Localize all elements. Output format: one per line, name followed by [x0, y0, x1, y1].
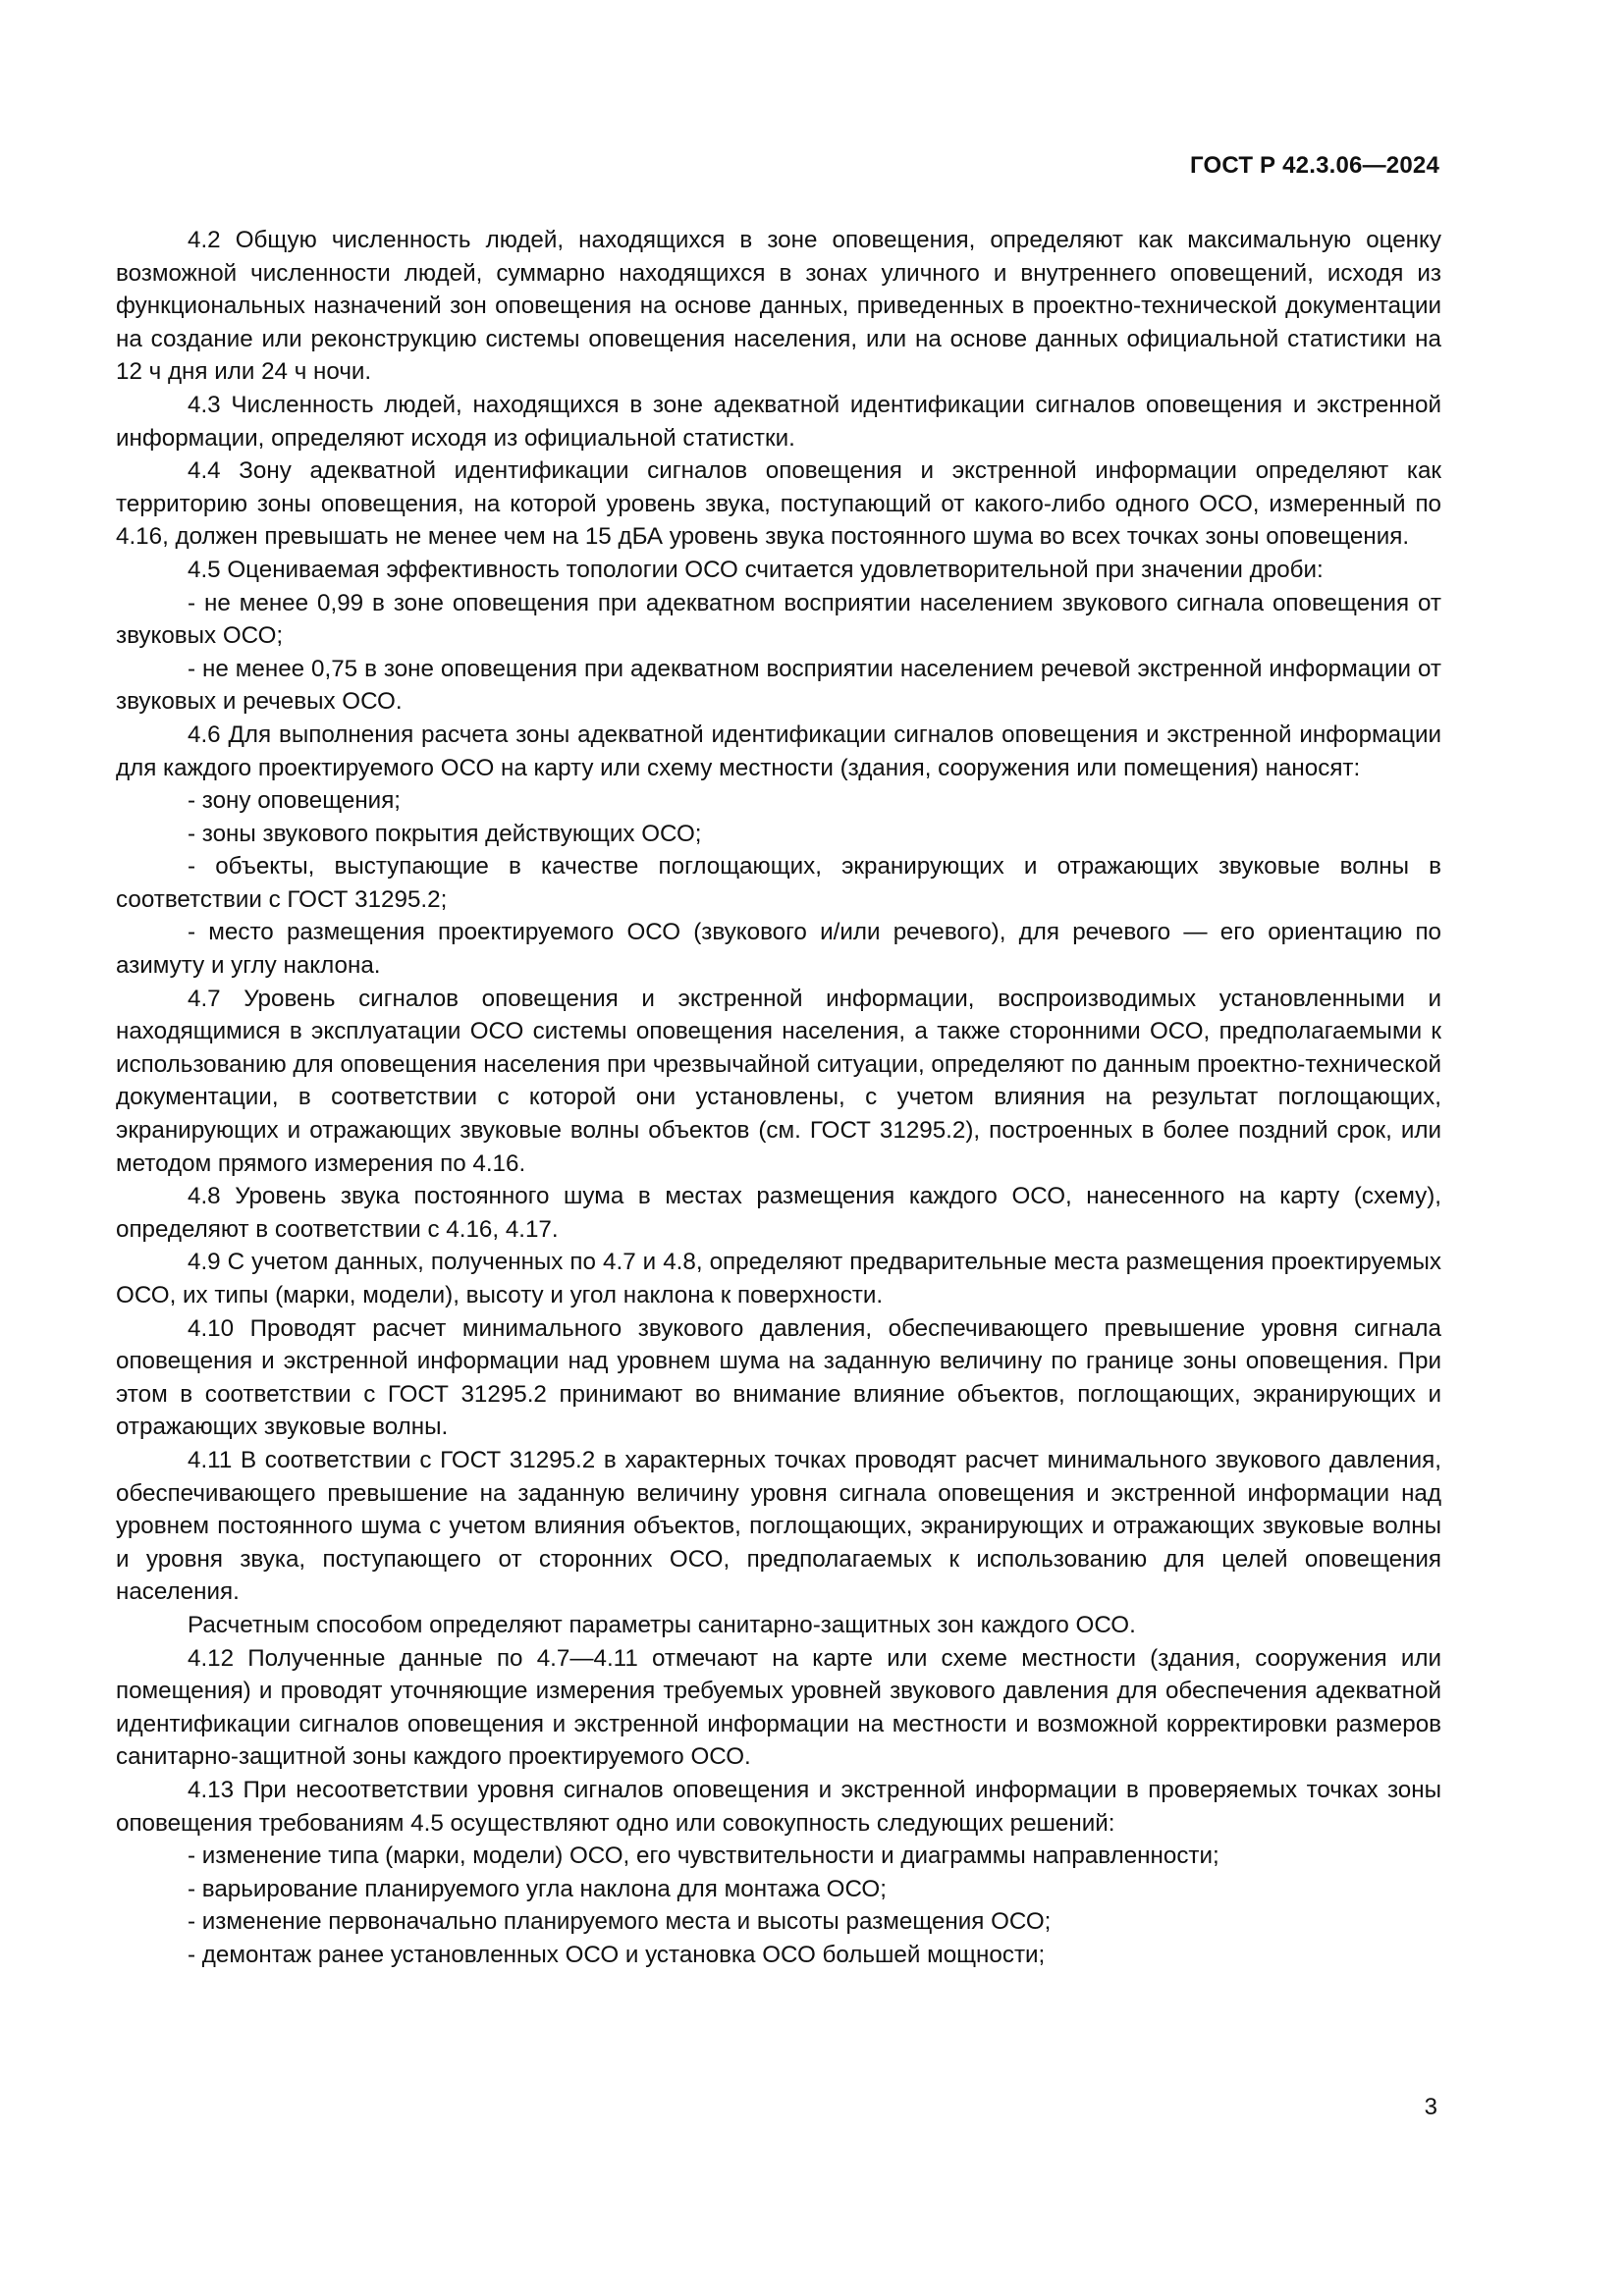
list-item: - не менее 0,99 в зоне оповещения при адекватном восприятии населением звукового сигнала оповещения от звуковых ОСО;: [116, 589, 1441, 650]
page-number: 3: [1424, 2094, 1437, 2120]
paragraph-4-12: 4.12 Полученные данные по 4.7—4.11 отмечают на карте или схеме местности (здания, сооружения или помещения) и проводят уточняющие измерения требуемых уровней звукового давления для обеспечения адекватной идентификации сигналов оповещения и экстренной информации на местности и возможной корректировки размеров санитарно-защитной зоны каждого проектируемого ОСО.: [116, 1644, 1441, 1771]
list-item: - не менее 0,75 в зоне оповещения при адекватном восприятии населением речевой экстренной информации от звуковых и речевых ОСО.: [116, 655, 1441, 716]
paragraph-4-10: 4.10 Проводят расчет минимального звукового давления, обеспечивающего превышение уровня сигнала оповещения и экстренной информации над уровнем шума на заданную величину по границе зоны оповещения. При этом в соответствии с ГОСТ 31295.2 принимают во внимание влияние объектов, поглощающих, экранирующих и отражающих звуковые волны.: [116, 1314, 1441, 1441]
paragraph-4-4: 4.4 Зону адекватной идентификации сигналов оповещения и экстренной информации определяют как территорию зоны оповещения, на которой уровень звука, поступающий от какого-либо одного ОСО, измеренный по 4.16, должен превышать не менее чем на 15 дБА уровень звука постоянного шума во всех точках зоны оповещения.: [116, 457, 1441, 551]
paragraph-sanitary-zones: Расчетным способом определяют параметры санитарно-защитных зон каждого ОСО.: [188, 1611, 1136, 1638]
paragraph-4-9: 4.9 С учетом данных, полученных по 4.7 и 4.8, определяют предварительные места размещения проектируемых ОСО, их типы (марки, модели), высоту и угол наклона к поверхности.: [116, 1249, 1441, 1308]
paragraph-4-13: 4.13 При несоответствии уровня сигналов оповещения и экстренной информации в проверяемых точках зоны оповещения требованиям 4.5 осуществляют одно или совокупность следующих решений:: [116, 1776, 1441, 1837]
paragraph-4-6: 4.6 Для выполнения расчета зоны адекватной идентификации сигналов оповещения и экстренной информации для каждого проектируемого ОСО на карту или схему местности (здания, сооружения или помещения) наносят:: [116, 721, 1441, 781]
list-item: - объекты, выступающие в качестве поглощающих, экранирующих и отражающих звуковые волны в соответствии с ГОСТ 31295.2;: [116, 853, 1441, 913]
paragraph-4-11: 4.11 В соответствии с ГОСТ 31295.2 в характерных точках проводят расчет минимального звукового давления, обеспечивающего превышение на заданную величину уровня сигнала оповещения и экстренной информации над уровнем постоянного шума с учетом влияния объектов, поглощающих, экранирующих и отражающих звуковые волны и уровня звука, поступающего от сторонних ОСО, предполагаемых к использованию для целей оповещения населения.: [116, 1446, 1441, 1606]
list-item: - зоны звукового покрытия действующих ОСО;: [188, 820, 702, 847]
paragraph-4-2: 4.2 Общую численность людей, находящихся в зоне оповещения, определяют как максимальную оценку возможной численности людей, суммарно находящихся в зонах уличного и внутреннего оповещений, исходя из функциональных назначений зон оповещения на основе данных, приведенных в проектно-технической документации на создание или реконструкцию системы оповещения населения, или на основе данных официальной статистики на 12 ч дня или 24 ч ночи.: [116, 227, 1441, 386]
document-designation: ГОСТ Р 42.3.06—2024: [1190, 152, 1439, 179]
list-item: - изменение первоначально планируемого места и высоты размещения ОСО;: [188, 1908, 1052, 1936]
paragraph-4-7: 4.7 Уровень сигналов оповещения и экстренной информации, воспроизводимых установленными и находящимися в эксплуатации ОСО системы оповещения населения, а также сторонними ОСО, предполагаемыми к использованию для оповещения населения при чрезвычайной ситуации, определяют по данным проектно-технической документации, в соответствии с которой они установлены, с учетом влияния на результат поглощающих, экранирующих и отражающих звуковые волны объектов (см. ГОСТ 31295.2), построенных в более поздний срок, или методом прямого измерения по 4.16.: [116, 985, 1441, 1177]
list-item: - место размещения проектируемого ОСО (звукового и/или речевого), для речевого — его ориентацию по азимуту и углу наклона.: [116, 919, 1441, 980]
list-item: - изменение типа (марки, модели) ОСО, его чувствительности и диаграммы направленности;: [188, 1842, 1219, 1870]
paragraph-4-5: 4.5 Оцениваемая эффективность топологии ОСО считается удовлетворительной при значении дроби:: [188, 556, 1324, 583]
list-item: - зону оповещения;: [188, 787, 402, 815]
paragraph-4-3: 4.3 Численность людей, находящихся в зоне адекватной идентификации сигналов оповещения и экстренной информации, определяют исходя из официальной статистки.: [116, 391, 1441, 452]
document-body: [116, 224, 1441, 1971]
list-item: - варьирование планируемого угла наклона для монтажа ОСО;: [188, 1875, 887, 1902]
list-item: - демонтаж ранее установленных ОСО и установка ОСО большей мощности;: [188, 1941, 1046, 1968]
paragraph-4-8: 4.8 Уровень звука постоянного шума в местах размещения каждого ОСО, нанесенного на карту (схему), определяют в соответствии с 4.16, 4.17.: [116, 1183, 1441, 1243]
